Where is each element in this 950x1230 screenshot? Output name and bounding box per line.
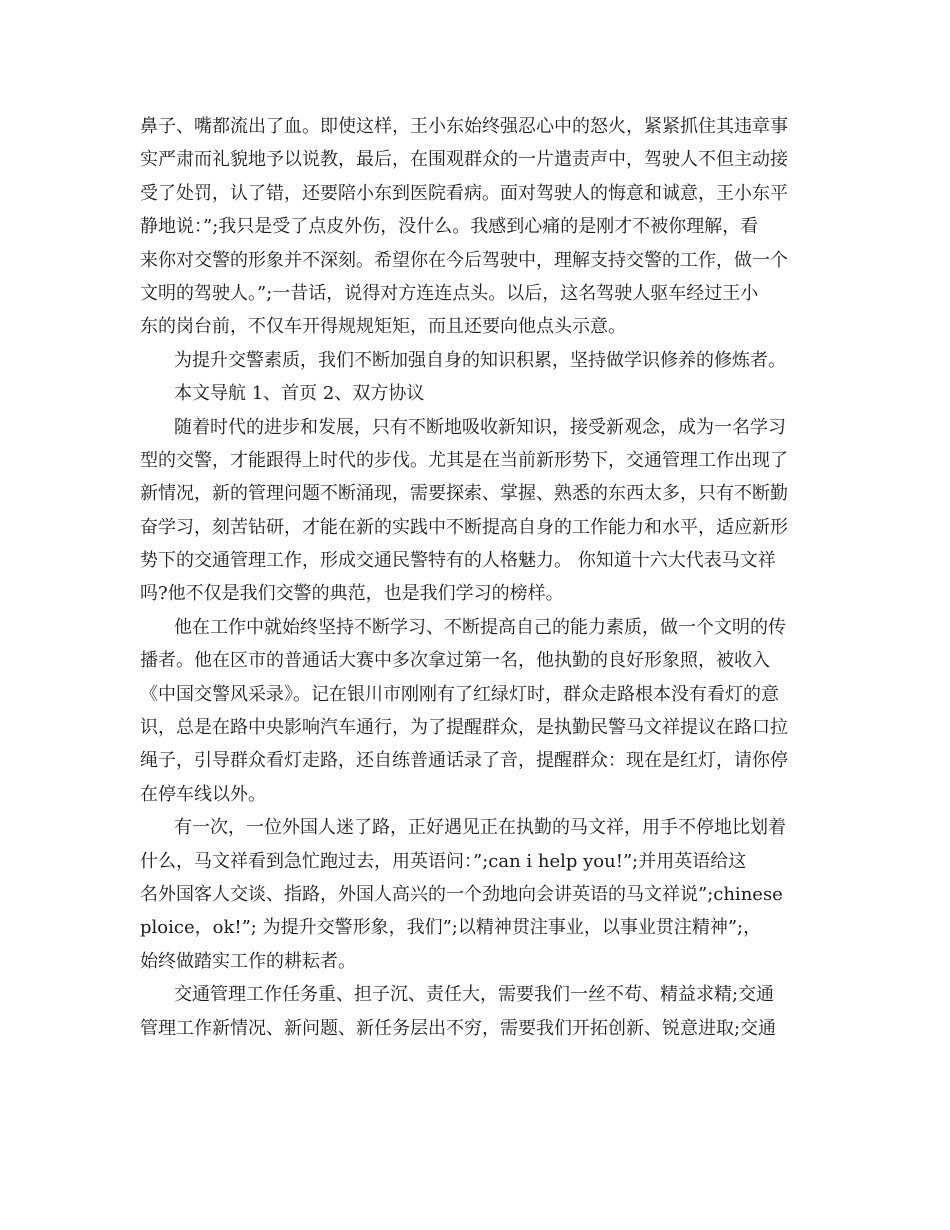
text-line: 型的交警，才能跟得上时代的步伐。尤其是在当前新形势下，交通管理工作出现了 (140, 449, 788, 471)
text-line: 交通管理工作任务重、担子沉、责任大，需要我们一丝不苟、精益求精;交通 (174, 984, 775, 1006)
text-line: 识，总是在路中央影响汽车通行，为了提醒群众，是执勤民警马文祥提议在路口拉 (140, 717, 788, 739)
text-line: 随着时代的进步和发展，只有不断地吸收新知识，接受新观念，成为一名学习 (174, 416, 786, 438)
text-line: 有一次，一位外国人迷了路，正好遇见正在执勤的马文祥，用手不停地比划着 (174, 817, 786, 839)
text-line: 《中国交警风采录》。记在银川市刚刚有了红绿灯时，群众走路根本没有看灯的意 (140, 683, 779, 705)
text-line: 什么，马文祥看到急忙跑过去，用英语问：”;can i help you!”;并用英语给这 (140, 850, 747, 872)
text-line: 文明的驾驶人。”;一昔话，说得对方连连点头。以后，这名驾驶人驱车经过王小 (140, 282, 759, 304)
text-line: 名外国客人交谈、指路，外国人高兴的一个劲地向会讲英语的马文祥说”;chinese (140, 883, 783, 905)
text-line: 播者。他在区市的普通话大赛中多次拿过第一名，他执勤的良好形象照，被收入 (140, 650, 770, 672)
text-line: 始终做踏实工作的耕耘者。 (140, 950, 356, 972)
text-line: 受了处罚，认了错，还要陪小东到医院看病。面对驾驶人的悔意和诚意，王小东平 (140, 182, 788, 204)
text-line: 新情况，新的管理问题不断涌现，需要探索、掌握、熟悉的东西太多，只有不断勤 (140, 483, 788, 505)
text-line: ploice，ok!”; 为提升交警形象，我们”;以精神贯注事业，以事业贯注精神”;， (140, 917, 762, 939)
text-line: 静地说：”;我只是受了点皮外伤，没什么。我感到心痛的是刚才不被你理解，看 (140, 216, 759, 238)
text-line: 在停车线以外。 (140, 783, 266, 805)
text-line: 来你对交警的形象并不深刻。希望你在今后驾驶中，理解支持交警的工作，做一个 (140, 249, 788, 271)
text-line: 鼻子、嘴都流出了血。即使这样，王小东始终强忍心中的怒火，紧紧抓住其违章事 (140, 116, 788, 137)
text-line: 奋学习，刻苦钻研，才能在新的实践中不断提高自身的工作能力和水平，适应新形 (140, 516, 788, 538)
document-body (140, 110, 820, 1045)
article-navigation: 本文导航 1、首页 2、双方协议 (174, 383, 425, 405)
text-line: 实严肃而礼貌地予以说教，最后，在围观群众的一片遣责声中，驾驶人不但主动接 (140, 149, 788, 171)
text-line: 管理工作新情况、新问题、新任务层出不穷，需要我们开拓创新、锐意进取;交通 (140, 1017, 777, 1039)
text-line: 吗?他不仅是我们交警的典范，也是我们学习的榜样。 (140, 583, 564, 605)
text-line: 他在工作中就始终坚持不断学习、不断提高自己的能力素质，做一个文明的传 (174, 616, 786, 638)
text-line: 东的岗台前，不仅车开得规规矩矩，而且还要向他点头示意。 (140, 316, 626, 338)
text-line: 势下的交通管理工作，形成交通民警特有的人格魅力。 你知道十六大代表马文祥 (140, 550, 776, 572)
text-line: 绳子，引导群众看灯走路，还自练普通话录了音，提醒群众：现在是红灯，请你停 (140, 750, 788, 772)
text-line: 为提升交警素质，我们不断加强自身的知识积累，坚持做学识修养的修炼者。 (174, 349, 786, 371)
